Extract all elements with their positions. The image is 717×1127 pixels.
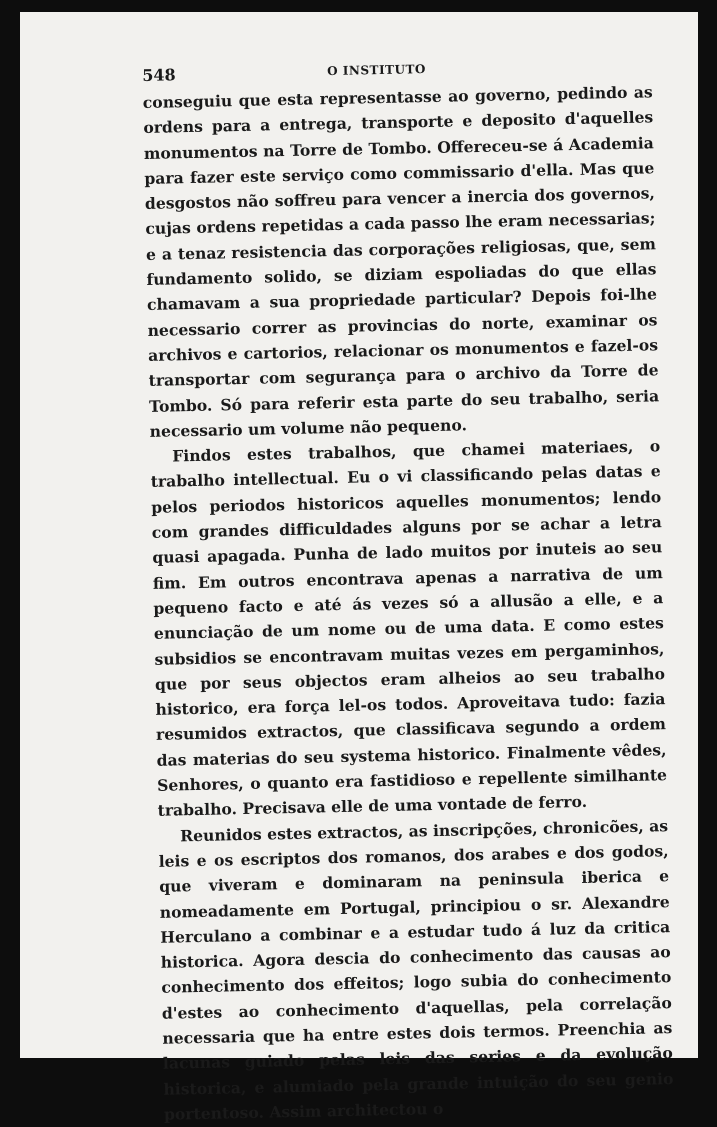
book-page — [20, 12, 698, 1124]
paragraph-2: Findos estes trabalhos, que chamei materiaes, o trabalho intellectual. Eu o vi classificando pelas datas e pelos periodos historicos aquelles monumentos; lendo com grandes difficuldades alguns por se achar a letra quasi apagada. Punha de lado muitos por inuteis ao seu fim. Em outros encontrava apenas a narrativa de um pequeno facto e até ás vezes só a allusão a elle, e a enunciação de um nome ou de uma data. E como estes subsidios se encontravam muitas vezes em pergaminhos, que por seus objectos eram alheios ao seu trabalho historico, era força lel-os todos. Aproveitava tudo: fazia resumidos extractos, que classificava segundo a ordem das materias do seu systema historico. Finalmente vêdes, Senhores, o quanto era fastidioso e repellente similhante trabalho. Precisava elle de uma vontade de ferro. — [150, 436, 668, 821]
page-number: 548 — [142, 65, 176, 85]
paragraph-1: conseguiu que esta representasse ao governo, pedindo as ordens para a entrega, transporte e deposito d'aquelles monumentos na Torre de Tombo. Offereceu-se á Academia para fazer este serviço como commissario d'ella. Mas que desgostos não soffreu para vencer a inercia dos governos, cujas ordens repetidas a cada passo lhe eram necessarias; e a tenaz resistencia das corporações religiosas, que, sem fundamento solido, se diziam espoliadas do que ellas chamavam a sua propriedade particular? Depois foi-lhe necessario correr as provincias do norte, examinar os archivos e cartorios, relacionar os monumentos e fazel-os transportar com segurança para o archivo da Torre de Tombo. Só para referir esta parte do seu trabalho, seria necessario um volume não pequeno. — [142, 82, 660, 441]
running-title: O INSTITUTO — [327, 62, 427, 79]
page-content — [142, 53, 674, 1127]
paragraph-3: Reunidos estes extractos, as inscripções, chronicões, as leis e os escriptos dos romanos, dos arabes e dos godos, que viveram e dominaram na peninsula iberica e nomeadamente em Portugal, principiou o sr. Alexandre Herculano a combinar e a estudar tudo á luz da critica historica. Agora descia do conhecimento das causas ao conhecimento dos effeitos; logo subia do conhecimento d'estes ao conhecimento d'aquellas, pela correlação necessaria que ha entre estes dois termos. Preenchia as lacunas guiado pelas leis das series e da evolução historica, e alumiado pela grande intuição do seu genio portentoso. Assim architectou o — [158, 815, 674, 1124]
